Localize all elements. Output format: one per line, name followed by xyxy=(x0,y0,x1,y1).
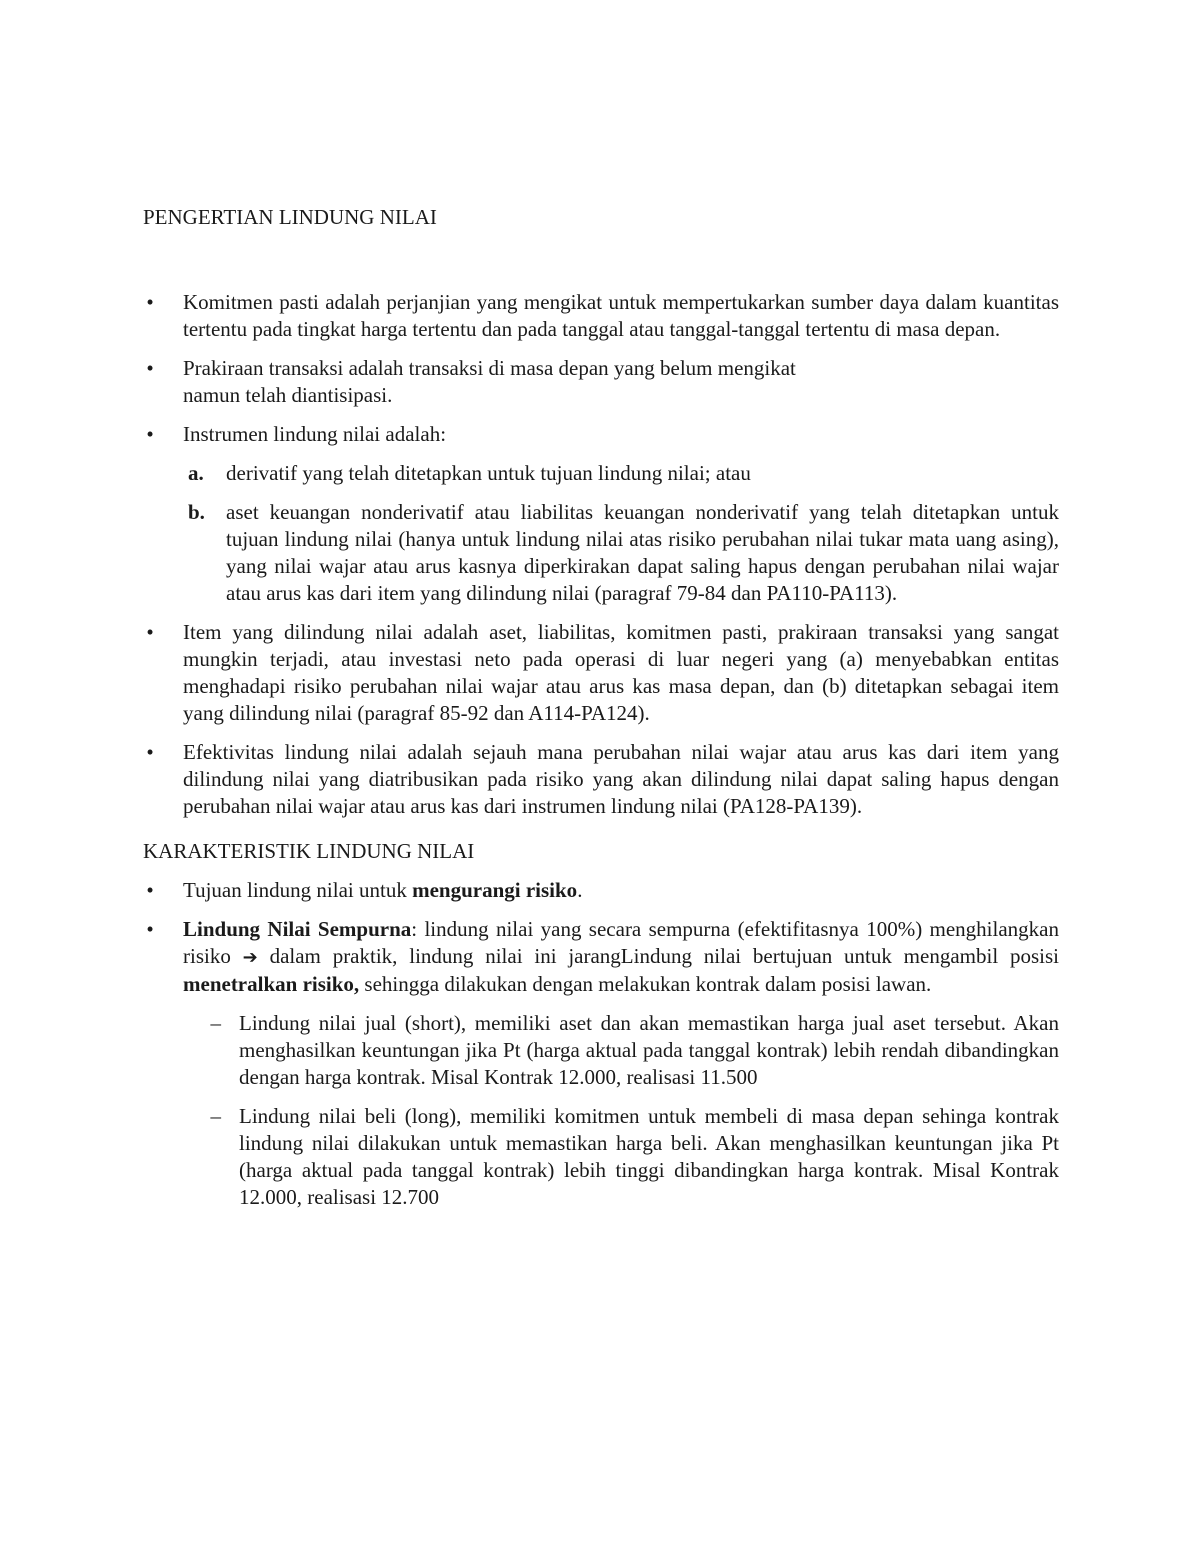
text-run: : lindung nilai yang secara sempurna (efektifitasnya 100%) menghilangkan risiko xyxy=(183,917,1059,968)
bold-text: mengurangi risiko xyxy=(412,878,578,902)
bullet-icon: • xyxy=(146,740,154,764)
list-item xyxy=(143,619,1059,727)
list-item xyxy=(143,739,1059,820)
section-title-pengertian: PENGERTIAN LINDUNG NILAI xyxy=(143,205,437,229)
arrow-right-icon: ➔ xyxy=(242,947,258,968)
list-item xyxy=(143,289,1059,343)
sub-list-marker: a. xyxy=(188,461,204,485)
bullet-icon: • xyxy=(146,620,154,644)
list-item-text: Item yang dilindung nilai adalah aset, liabilitas, komitmen pasti, prakiraan transaksi yang sangat mungkin terjadi, atau investasi neto pada operasi di luar negeri yang (a) menyebabkan entitas menghadapi risiko perubahan nilai wajar atau arus kas masa depan, dan (b) ditetapkan sebagai item yang dilindung nilai (paragraf 85-92 dan A114-PA124). xyxy=(183,620,1059,725)
dash-list-item xyxy=(183,1010,1059,1091)
bold-text: Lindung Nilai Sempurna xyxy=(183,917,412,941)
dash-marker: – xyxy=(210,1104,221,1128)
list-item xyxy=(143,355,1059,409)
dash-list-item xyxy=(183,1103,1059,1211)
list-item-text xyxy=(183,916,1059,998)
bullet-icon: • xyxy=(146,422,154,446)
dash-list-text: Lindung nilai jual (short), memiliki aset dan akan memastikan harga jual aset tersebut. Akan menghasilkan keuntungan jika Pt (harga aktual pada tanggal kontrak) lebih rendah dibandingkan dengan harga kontrak. Misal Kontrak 12.000, realisasi 11.500 xyxy=(239,1011,1059,1089)
sub-list-item xyxy=(183,460,1059,487)
instrument-sublist xyxy=(183,460,1059,607)
list-item xyxy=(143,421,1059,607)
list-item-text: Prakiraan transaksi adalah transaksi di masa depan yang belum mengikat xyxy=(183,356,796,380)
sub-list-text: derivatif yang telah ditetapkan untuk tujuan lindung nilai; atau xyxy=(226,461,751,485)
sub-list-text: aset keuangan nonderivatif atau liabilitas keuangan nonderivatif yang telah ditetapkan untuk tujuan lindung nilai (hanya untuk lindung nilai atas risiko perubahan nilai tukar mata uang asing), yang nilai wajar atau arus kasnya diperkirakan dapat saling hapus dengan perubahan nilai wajar atau arus kas dari item yang dilindung nilai (paragraf 79-84 dan PA110-PA113). xyxy=(226,500,1059,605)
list-item xyxy=(143,877,1059,904)
bullet-icon: • xyxy=(146,878,154,902)
text-run: sehingga dilakukan dengan melakukan kontrak dalam posisi lawan. xyxy=(359,972,932,996)
bullet-icon: • xyxy=(146,356,154,380)
pengertian-list xyxy=(143,289,1059,820)
bullet-icon: • xyxy=(146,290,154,314)
list-item-text: Instrumen lindung nilai adalah: xyxy=(183,422,447,446)
sub-list-marker: b. xyxy=(188,500,205,524)
dash-marker: – xyxy=(210,1011,221,1035)
text-run: . xyxy=(577,878,583,902)
karakteristik-list xyxy=(143,877,1059,1211)
list-item-text-continuation: namun telah diantisipasi. xyxy=(183,383,393,407)
text-run: dalam praktik, lindung nilai ini jarangLindung nilai bertujuan untuk mengambil posisi xyxy=(257,944,1059,968)
document-content xyxy=(143,204,1059,1223)
list-item xyxy=(143,916,1059,1211)
list-item-text xyxy=(183,877,1059,904)
section-title-karakteristik: KARAKTERISTIK LINDUNG NILAI xyxy=(143,839,475,863)
list-item-text: Komitmen pasti adalah perjanjian yang mengikat untuk mempertukarkan sumber daya dalam kuantitas tertentu pada tingkat harga tertentu dan pada tanggal atau tanggal-tanggal tertentu di masa depan. xyxy=(183,290,1059,341)
hedge-type-sublist xyxy=(183,1010,1059,1211)
list-item-text: Efektivitas lindung nilai adalah sejauh mana perubahan nilai wajar atau arus kas dari item yang dilindung nilai yang diatribusikan pada risiko yang akan dilindung nilai dapat saling hapus dengan perubahan nilai wajar atau arus kas dari instrumen lindung nilai (PA128-PA139). xyxy=(183,740,1059,818)
bold-text: menetralkan risiko, xyxy=(183,972,360,996)
sub-list-item xyxy=(183,499,1059,607)
text-run: Tujuan lindung nilai untuk xyxy=(183,878,413,902)
bullet-icon: • xyxy=(146,917,154,941)
dash-list-text: Lindung nilai beli (long), memiliki komitmen untuk membeli di masa depan sehinga kontrak lindung nilai dilakukan untuk memastikan harga beli. Akan menghasilkan keuntungan jika Pt (harga aktual pada tanggal kontrak) lebih tinggi dibandingkan harga kontrak. Misal Kontrak 12.000, realisasi 12.700 xyxy=(239,1104,1059,1209)
